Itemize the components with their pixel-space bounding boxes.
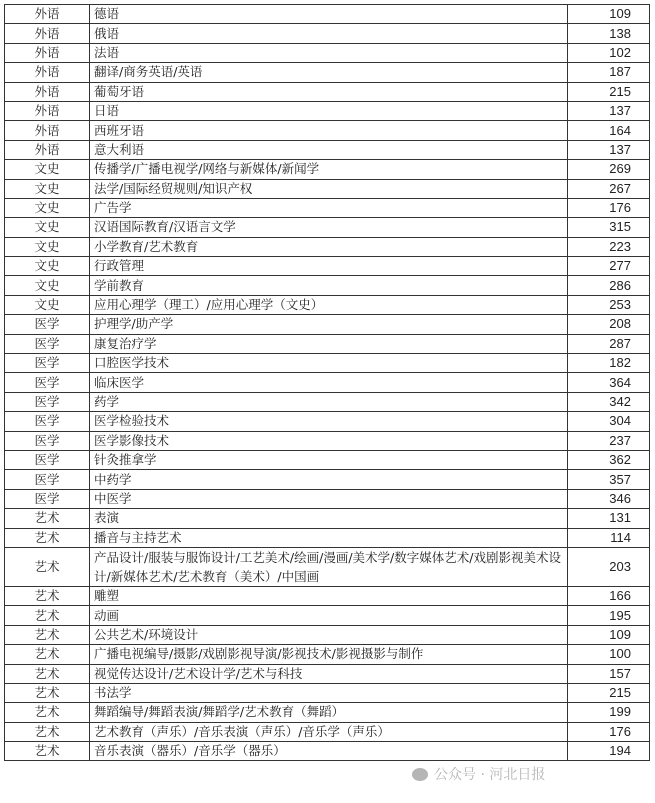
table-row: [5, 683, 650, 702]
score-cell: 304: [568, 412, 650, 431]
score-cell: 269: [568, 160, 650, 179]
major-cell: 行政管理: [90, 257, 568, 276]
score-table: [4, 4, 650, 761]
category-cell: 医学: [5, 431, 90, 450]
major-cell: 播音与主持艺术: [90, 528, 568, 547]
wechat-icon: [412, 768, 428, 781]
table-row: [5, 63, 650, 82]
table-row: [5, 509, 650, 528]
score-cell: 357: [568, 470, 650, 489]
table-row: [5, 489, 650, 508]
score-cell: 253: [568, 295, 650, 314]
major-cell: 舞蹈编导/舞蹈表演/舞蹈学/艺术教育（舞蹈）: [90, 703, 568, 722]
table-row: [5, 392, 650, 411]
score-cell: 203: [568, 547, 650, 586]
table-row: [5, 101, 650, 120]
score-cell: 237: [568, 431, 650, 450]
category-cell: 医学: [5, 354, 90, 373]
table-row: [5, 198, 650, 217]
table-row: [5, 237, 650, 256]
category-cell: 艺术: [5, 645, 90, 664]
table-row: [5, 24, 650, 43]
major-cell: 产品设计/服装与服饰设计/工艺美术/绘画/漫画/美术学/数字媒体艺术/戏剧影视美术设计/新媒体艺术/艺术教育（美术）/中国画: [90, 547, 568, 586]
category-cell: 艺术: [5, 742, 90, 761]
table-row: [5, 276, 650, 295]
score-cell: 109: [568, 5, 650, 24]
score-cell: 187: [568, 63, 650, 82]
table-row: [5, 606, 650, 625]
category-cell: 艺术: [5, 683, 90, 702]
category-cell: 外语: [5, 63, 90, 82]
table-row: [5, 257, 650, 276]
major-cell: 医学检验技术: [90, 412, 568, 431]
category-cell: 医学: [5, 489, 90, 508]
category-cell: 艺术: [5, 703, 90, 722]
table-row: [5, 121, 650, 140]
category-cell: 艺术: [5, 722, 90, 741]
major-cell: 传播学/广播电视学/网络与新媒体/新闻学: [90, 160, 568, 179]
major-cell: 中医学: [90, 489, 568, 508]
score-cell: 164: [568, 121, 650, 140]
score-cell: 286: [568, 276, 650, 295]
category-cell: 文史: [5, 295, 90, 314]
major-cell: 视觉传达设计/艺术设计学/艺术与科技: [90, 664, 568, 683]
category-cell: 外语: [5, 121, 90, 140]
score-cell: 114: [568, 528, 650, 547]
major-cell: 小学教育/艺术教育: [90, 237, 568, 256]
score-cell: 194: [568, 742, 650, 761]
score-cell: 199: [568, 703, 650, 722]
category-cell: 艺术: [5, 606, 90, 625]
score-cell: 315: [568, 218, 650, 237]
major-cell: 翻译/商务英语/英语: [90, 63, 568, 82]
major-cell: 法语: [90, 43, 568, 62]
major-cell: 针灸推拿学: [90, 450, 568, 469]
category-cell: 艺术: [5, 586, 90, 605]
major-cell: 西班牙语: [90, 121, 568, 140]
watermark: [412, 764, 545, 784]
category-cell: 外语: [5, 43, 90, 62]
category-cell: 医学: [5, 334, 90, 353]
table-row: [5, 470, 650, 489]
score-cell: 346: [568, 489, 650, 508]
score-cell: 277: [568, 257, 650, 276]
table-row: [5, 334, 650, 353]
table-row: [5, 412, 650, 431]
major-cell: 医学影像技术: [90, 431, 568, 450]
category-cell: 文史: [5, 218, 90, 237]
category-cell: 医学: [5, 392, 90, 411]
score-cell: 138: [568, 24, 650, 43]
major-cell: 雕塑: [90, 586, 568, 605]
major-cell: 汉语国际教育/汉语言文学: [90, 218, 568, 237]
category-cell: 文史: [5, 198, 90, 217]
table-row: [5, 625, 650, 644]
category-cell: 外语: [5, 5, 90, 24]
score-cell: 223: [568, 237, 650, 256]
major-cell: 表演: [90, 509, 568, 528]
score-cell: 137: [568, 140, 650, 159]
table-row: [5, 450, 650, 469]
category-cell: 外语: [5, 82, 90, 101]
major-cell: 康复治疗学: [90, 334, 568, 353]
table-row: [5, 295, 650, 314]
major-cell: 护理学/助产学: [90, 315, 568, 334]
score-cell: 157: [568, 664, 650, 683]
category-cell: 医学: [5, 373, 90, 392]
table-row: [5, 742, 650, 761]
table-row: [5, 43, 650, 62]
score-cell: 195: [568, 606, 650, 625]
major-cell: 音乐表演（器乐）/音乐学（器乐）: [90, 742, 568, 761]
major-cell: 德语: [90, 5, 568, 24]
major-cell: 广播电视编导/摄影/戏剧影视导演/影视技术/影视摄影与制作: [90, 645, 568, 664]
major-cell: 公共艺术/环境设计: [90, 625, 568, 644]
table-row: [5, 315, 650, 334]
score-cell: 215: [568, 683, 650, 702]
major-cell: 口腔医学技术: [90, 354, 568, 373]
score-cell: 267: [568, 179, 650, 198]
category-cell: 文史: [5, 237, 90, 256]
table-row: [5, 218, 650, 237]
category-cell: 文史: [5, 257, 90, 276]
category-cell: 外语: [5, 140, 90, 159]
category-cell: 外语: [5, 101, 90, 120]
category-cell: 艺术: [5, 528, 90, 547]
table-row: [5, 82, 650, 101]
major-cell: 动画: [90, 606, 568, 625]
major-cell: 中药学: [90, 470, 568, 489]
category-cell: 医学: [5, 412, 90, 431]
major-cell: 葡萄牙语: [90, 82, 568, 101]
major-cell: 应用心理学（理工）/应用心理学（文史）: [90, 295, 568, 314]
table-row: [5, 722, 650, 741]
score-cell: 176: [568, 198, 650, 217]
category-cell: 艺术: [5, 625, 90, 644]
table-row: [5, 586, 650, 605]
table-row: [5, 547, 650, 586]
major-cell: 俄语: [90, 24, 568, 43]
category-cell: 医学: [5, 470, 90, 489]
category-cell: 文史: [5, 276, 90, 295]
major-cell: 广告学: [90, 198, 568, 217]
score-cell: 131: [568, 509, 650, 528]
score-cell: 215: [568, 82, 650, 101]
major-cell: 临床医学: [90, 373, 568, 392]
table-row: [5, 703, 650, 722]
major-cell: 书法学: [90, 683, 568, 702]
score-cell: 166: [568, 586, 650, 605]
table-row: [5, 140, 650, 159]
major-cell: 意大利语: [90, 140, 568, 159]
table-row: [5, 645, 650, 664]
category-cell: 文史: [5, 179, 90, 198]
score-cell: 182: [568, 354, 650, 373]
table-row: [5, 373, 650, 392]
score-cell: 364: [568, 373, 650, 392]
score-cell: 137: [568, 101, 650, 120]
score-cell: 102: [568, 43, 650, 62]
major-cell: 日语: [90, 101, 568, 120]
table-row: [5, 5, 650, 24]
score-cell: 100: [568, 645, 650, 664]
category-cell: 艺术: [5, 547, 90, 586]
category-cell: 外语: [5, 24, 90, 43]
score-cell: 109: [568, 625, 650, 644]
category-cell: 艺术: [5, 509, 90, 528]
score-cell: 176: [568, 722, 650, 741]
category-cell: 医学: [5, 315, 90, 334]
category-cell: 文史: [5, 160, 90, 179]
major-cell: 学前教育: [90, 276, 568, 295]
table-row: [5, 179, 650, 198]
major-cell: 法学/国际经贸规则/知识产权: [90, 179, 568, 198]
major-cell: 药学: [90, 392, 568, 411]
score-cell: 208: [568, 315, 650, 334]
score-cell: 342: [568, 392, 650, 411]
category-cell: 艺术: [5, 664, 90, 683]
watermark-text: 公众号 · 河北日报: [434, 767, 546, 783]
table-row: [5, 664, 650, 683]
table-row: [5, 528, 650, 547]
table-row: [5, 160, 650, 179]
category-cell: 医学: [5, 450, 90, 469]
table-row: [5, 431, 650, 450]
score-cell: 287: [568, 334, 650, 353]
score-cell: 362: [568, 450, 650, 469]
table-row: [5, 354, 650, 373]
major-cell: 艺术教育（声乐）/音乐表演（声乐）/音乐学（声乐）: [90, 722, 568, 741]
